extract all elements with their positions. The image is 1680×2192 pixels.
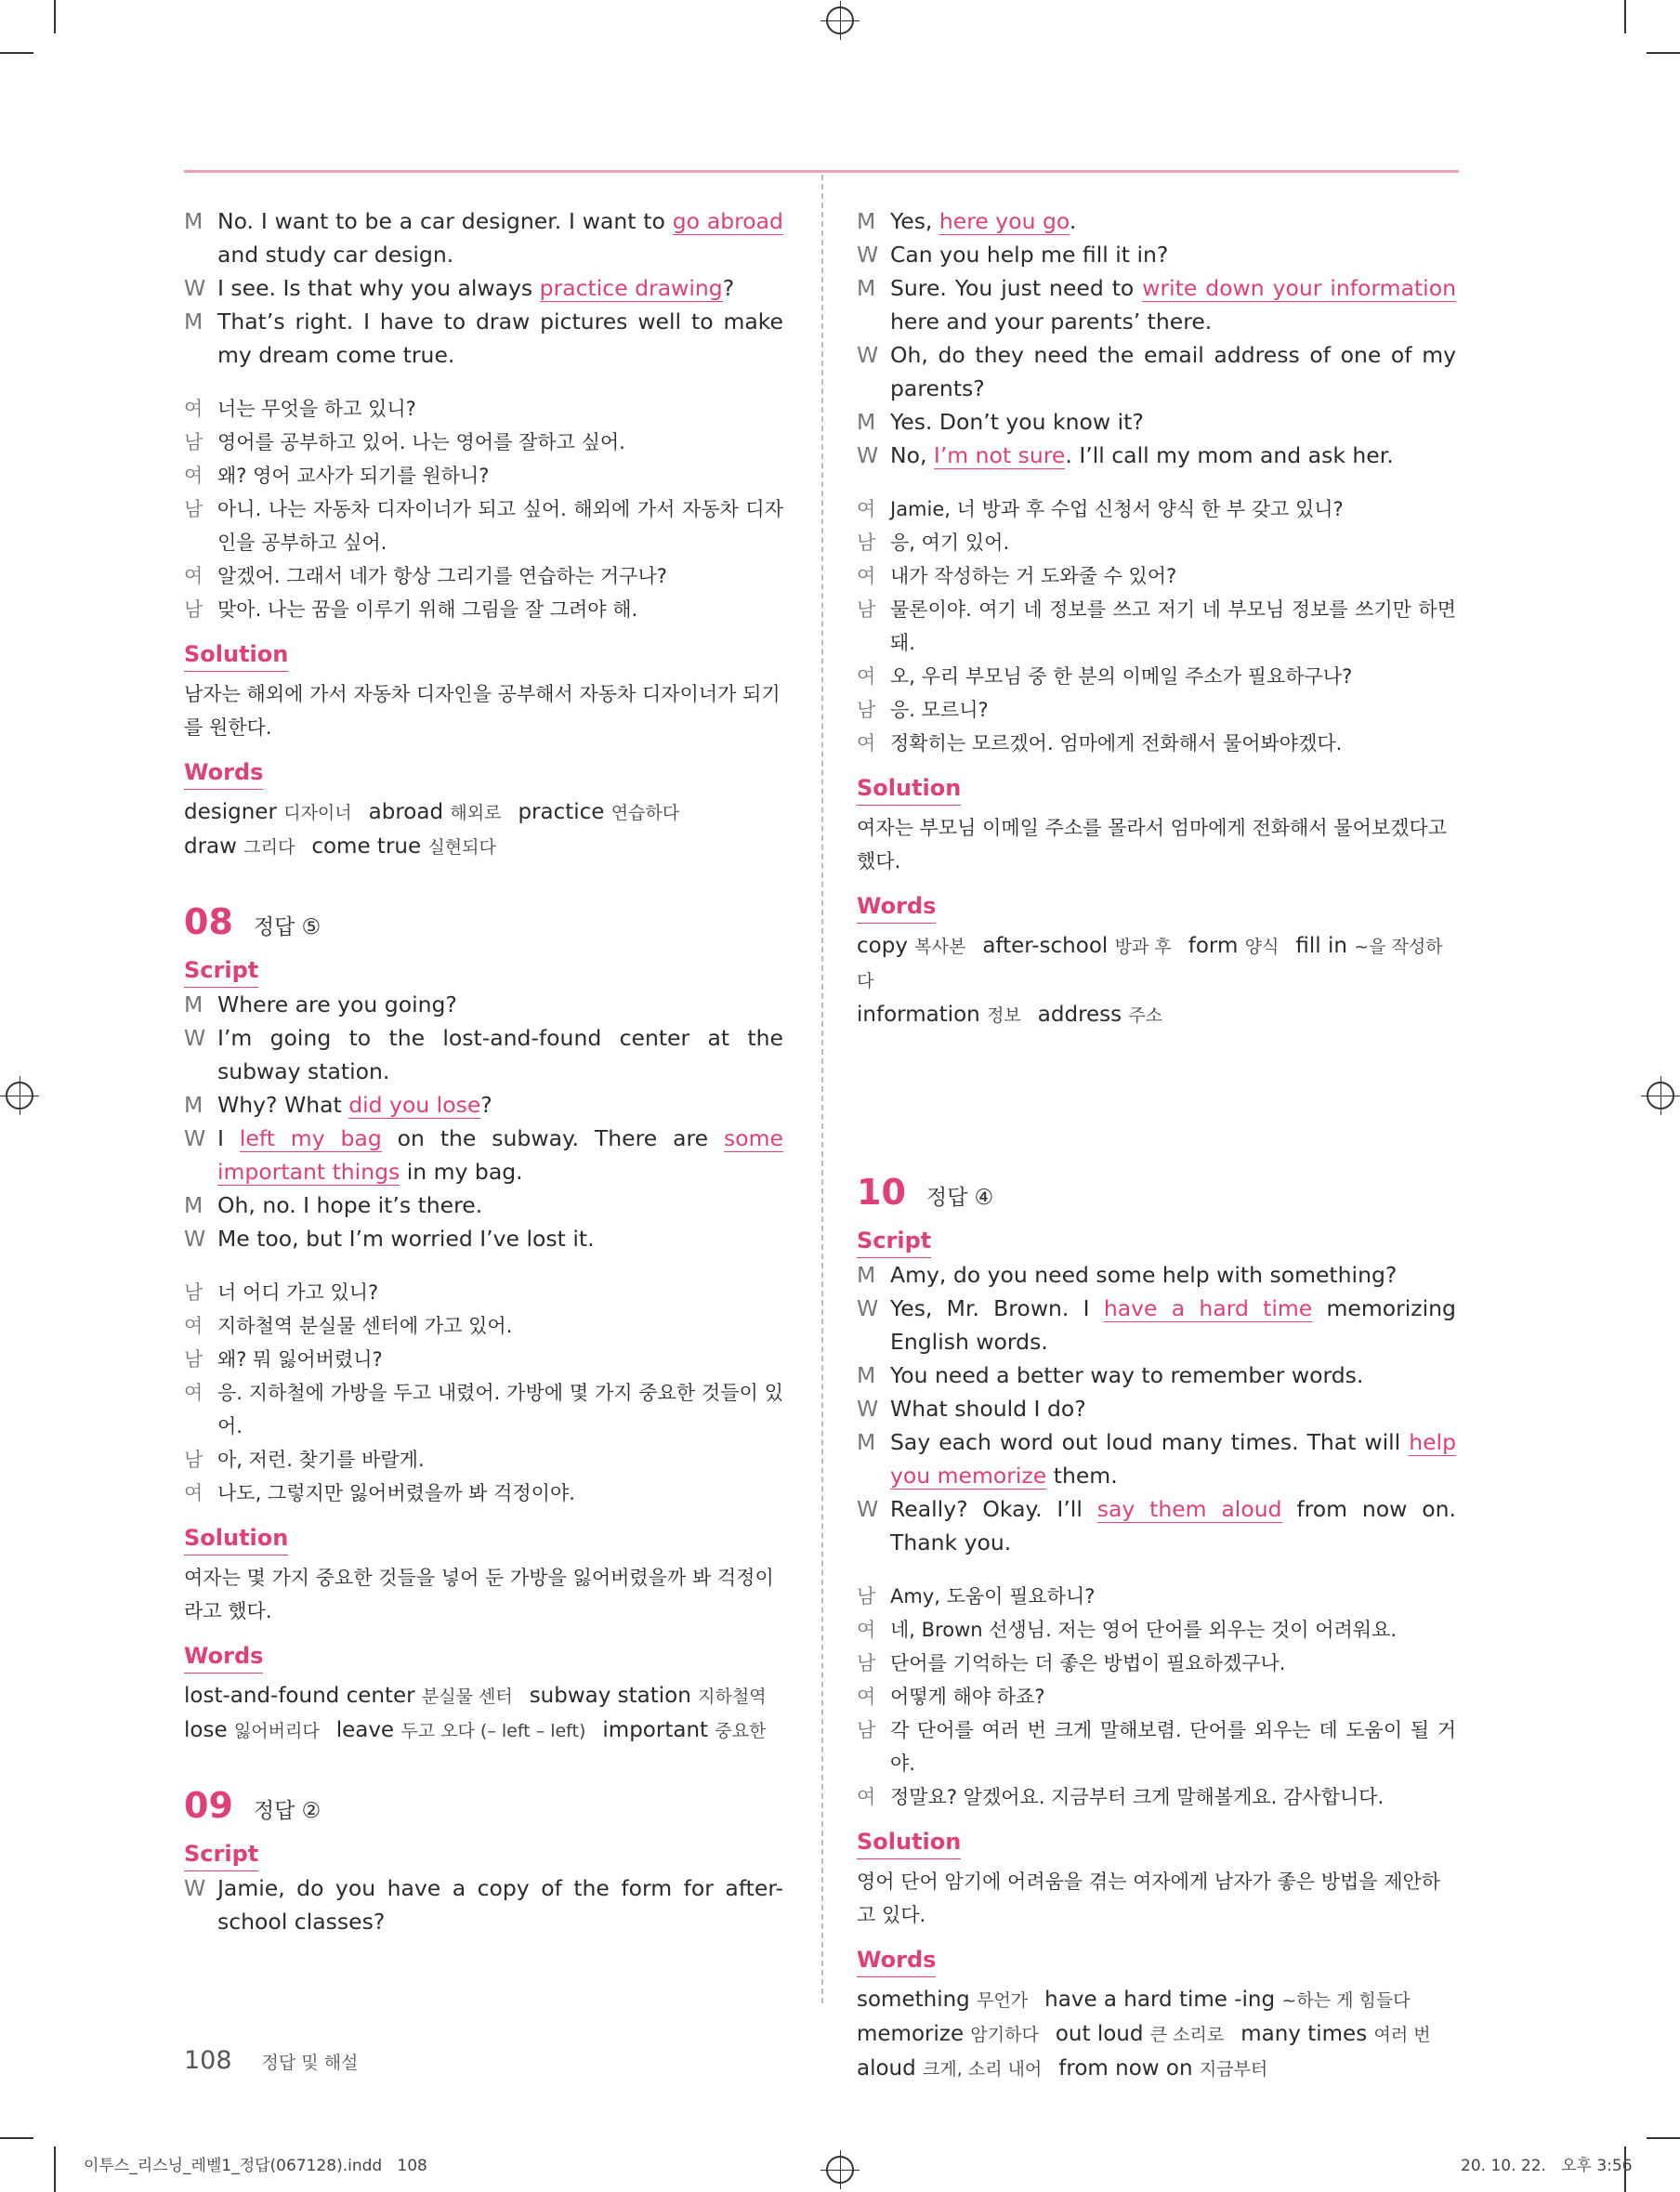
word-english: information <box>857 1003 988 1027</box>
word-english: draw <box>184 834 244 859</box>
script-label: Script <box>184 1837 258 1871</box>
text-run: Yes. Don’t you know it? <box>890 409 1144 435</box>
highlighted-phrase: did you lose <box>348 1092 481 1118</box>
line-text <box>890 238 1456 271</box>
word-english: form <box>1188 934 1245 958</box>
page-footer <box>184 2046 358 2075</box>
word-korean: 여러 번 <box>1373 2025 1431 2045</box>
dialogue-korean <box>857 1580 1456 1814</box>
speaker-label: W <box>184 1875 206 1901</box>
text-run: I’m going to the lost-and-found center at the subway station. <box>217 1025 783 1084</box>
word-list <box>184 1679 783 1748</box>
registration-mark-icon <box>826 2156 854 2184</box>
speaker-label: 남 <box>857 699 876 721</box>
word-english: practice <box>518 800 611 824</box>
speaker-label: 남 <box>857 1719 876 1741</box>
dialogue-english <box>857 204 1456 472</box>
line-text <box>217 1021 783 1088</box>
speaker-label: W <box>857 1295 879 1321</box>
speaker-label: 여 <box>184 1315 203 1337</box>
highlighted-phrase: go abroad <box>672 208 783 234</box>
text-run: and study car design. <box>217 242 454 268</box>
word-korean: 해외로 <box>450 803 502 823</box>
words-label: Words <box>184 1639 263 1674</box>
speaker-label: 여 <box>184 1482 203 1504</box>
dialogue-line <box>184 271 783 305</box>
dialogue-line <box>857 1425 1456 1492</box>
speaker-label: W <box>184 1025 206 1051</box>
line-text: 각 단어를 여러 번 크게 말해보렴. 단어를 외우는 데 도움이 될 거야. <box>890 1719 1456 1775</box>
speaker-label: M <box>184 1192 203 1218</box>
speaker-label: W <box>184 1226 206 1252</box>
word-list <box>184 795 783 864</box>
dialogue-line <box>184 305 783 372</box>
highlighted-phrase: have a hard time <box>1103 1295 1313 1321</box>
speaker-label: M <box>184 1092 203 1118</box>
question-number: 09 <box>184 1785 233 1826</box>
translation-line <box>857 526 1456 559</box>
dialogue-line <box>857 1392 1456 1425</box>
script-label: Script <box>184 953 258 988</box>
highlighted-phrase: practice drawing <box>539 275 723 301</box>
words-label: Words <box>184 755 263 790</box>
line-text: 정말요? 알겠어요. 지금부터 크게 말해볼게요. 감사합니다. <box>890 1786 1385 1808</box>
speaker-label: 남 <box>857 1652 876 1674</box>
line-text: 응. 모르니? <box>890 699 989 721</box>
dialogue-line <box>184 1222 783 1255</box>
answer-label: 정답 ② <box>253 1799 322 1823</box>
line-text <box>217 1188 783 1222</box>
word-korean: 크게, 소리 내어 <box>923 2059 1043 2080</box>
word-row <box>184 1679 783 1713</box>
text-run: on the subway. There are <box>381 1125 725 1151</box>
speaker-label: M <box>184 991 203 1017</box>
dialogue-line <box>857 204 1456 238</box>
word-english: after-school <box>982 934 1115 958</box>
speaker-label: M <box>857 1362 876 1388</box>
crop-mark <box>1624 0 1626 33</box>
speaker-label: W <box>857 242 879 268</box>
registration-mark-icon <box>826 7 854 34</box>
word-korean: ~을 작성하다 <box>857 937 1443 991</box>
word-list <box>857 1983 1456 2086</box>
text-run: Me too, but I’m worried I’ve lost it. <box>217 1226 595 1252</box>
word-list <box>857 929 1456 1032</box>
line-text <box>217 1871 783 1938</box>
word-korean: ~하는 게 힘들다 <box>1281 1990 1411 2011</box>
words-label: Words <box>857 1943 936 1977</box>
speaker-label: M <box>857 1262 876 1288</box>
dialogue-korean <box>184 1276 783 1510</box>
word-row <box>184 830 783 864</box>
word-english: lost-and-found center <box>184 1684 422 1708</box>
translation-line <box>857 1713 1456 1780</box>
word-english: designer <box>184 800 284 824</box>
dialogue-line <box>857 1359 1456 1392</box>
speaker-label: 남 <box>184 598 203 621</box>
text-run: Oh, do they need the email address of one of my parents? <box>890 342 1456 401</box>
word-korean: 두고 오다 (– left – left) <box>400 1721 586 1741</box>
line-text <box>890 204 1456 238</box>
highlighted-phrase: left my bag <box>239 1125 382 1151</box>
line-text <box>890 1492 1456 1559</box>
speaker-label: M <box>857 275 876 301</box>
speaker-label: 여 <box>184 1382 203 1404</box>
question-number: 10 <box>857 1172 906 1213</box>
answer-label: 정답 ⑤ <box>253 915 322 939</box>
text-run: What should I do? <box>890 1396 1086 1422</box>
solution-label: Solution <box>857 771 961 806</box>
text-run: Say each word out loud many times. That will <box>890 1429 1410 1455</box>
dialogue-line <box>857 439 1456 472</box>
word-english: important <box>602 1718 715 1742</box>
word-korean: 지금부터 <box>1199 2059 1268 2080</box>
translation-line <box>184 1376 783 1443</box>
question-header <box>184 1785 783 1826</box>
highlighted-phrase: write down your information <box>1142 275 1456 301</box>
word-row <box>857 2017 1456 2052</box>
line-text: Amy, 도움이 필요하니? <box>890 1585 1096 1608</box>
translation-line <box>184 1309 783 1343</box>
crop-mark <box>0 52 33 54</box>
translation-line <box>857 660 1456 693</box>
line-text <box>890 439 1456 472</box>
word-english: aloud <box>857 2056 924 2080</box>
word-english: subway station <box>529 1684 699 1708</box>
line-text: 정확히는 모르겠어. 엄마에게 전화해서 물어봐야겠다. <box>890 732 1343 755</box>
translation-line <box>184 492 783 559</box>
line-text <box>890 1392 1456 1425</box>
speaker-label: M <box>857 208 876 234</box>
line-text <box>890 271 1456 338</box>
dialogue-english <box>184 1871 783 1938</box>
text-run: That’s right. I have to draw pictures well to make my dream come true. <box>217 308 783 368</box>
word-korean: 지하철역 <box>698 1687 767 1707</box>
dialogue-line <box>857 338 1456 405</box>
text-run: ? <box>722 275 735 301</box>
line-text <box>217 1222 783 1255</box>
crop-mark <box>54 2146 56 2192</box>
word-row <box>857 1983 1456 2017</box>
line-text <box>890 1425 1456 1492</box>
column-divider <box>821 175 823 2003</box>
word-english: something <box>857 1988 978 2012</box>
file-info: 이투스_리스닝_레벨1_정답(067128).indd 108 <box>84 2157 427 2175</box>
translation-line <box>184 1276 783 1309</box>
speaker-label: M <box>184 208 203 234</box>
question-number: 08 <box>184 901 233 942</box>
line-text <box>890 1359 1456 1392</box>
text-run: Can you help me fill it in? <box>890 242 1169 268</box>
highlighted-phrase: help you memorize <box>890 1429 1456 1489</box>
dialogue-line <box>184 1021 783 1088</box>
text-run: No. I want to be a car designer. I want to <box>217 208 673 234</box>
line-text: 왜? 뭐 잃어버렸니? <box>217 1348 383 1371</box>
word-english: leave <box>335 1718 401 1742</box>
text-run: Oh, no. I hope it’s there. <box>217 1192 483 1218</box>
text-run: from now on. Thank you. <box>890 1496 1456 1555</box>
text-run: . I’ll call my mom and ask her. <box>1065 442 1394 468</box>
text-run: I see. Is that why you always <box>217 275 540 301</box>
word-row <box>857 2052 1456 2086</box>
speaker-label: W <box>857 1496 879 1522</box>
text-run: . <box>1069 208 1077 234</box>
word-korean: 분실물 센터 <box>421 1687 513 1707</box>
line-text: 왜? 영어 교사가 되기를 원하니? <box>217 465 490 487</box>
question-header <box>857 1172 1456 1213</box>
dialogue-korean <box>857 492 1456 760</box>
line-text <box>217 271 783 305</box>
speaker-label: 여 <box>184 465 203 487</box>
translation-line <box>857 1613 1456 1647</box>
word-korean: 연습하다 <box>610 803 680 823</box>
word-english: fill in <box>1295 934 1355 958</box>
solution-label: Solution <box>184 1521 288 1555</box>
dialogue-line <box>184 1088 783 1122</box>
text-run: memorizing English words. <box>890 1295 1456 1355</box>
line-text <box>217 305 783 372</box>
translation-line <box>184 426 783 459</box>
speaker-label: 여 <box>857 565 876 587</box>
line-text <box>890 1258 1456 1292</box>
line-text <box>217 1122 783 1188</box>
translation-line <box>857 1680 1456 1713</box>
translation-line <box>857 1580 1456 1613</box>
left-column <box>184 204 783 1938</box>
word-row <box>857 998 1456 1032</box>
words-label: Words <box>857 889 936 924</box>
word-english: abroad <box>368 800 451 824</box>
word-english: memorize <box>857 2022 971 2046</box>
speaker-label: 남 <box>857 1585 876 1608</box>
dialogue-line <box>857 1292 1456 1359</box>
word-korean: 디자이너 <box>283 803 352 823</box>
script-label: Script <box>857 1224 931 1258</box>
speaker-label: M <box>857 409 876 435</box>
translation-line <box>184 392 783 426</box>
translation-line <box>857 1780 1456 1814</box>
speaker-label: 여 <box>857 665 876 688</box>
translation-line <box>857 559 1456 593</box>
speaker-label: 남 <box>857 598 876 621</box>
speaker-label: 남 <box>184 1348 203 1371</box>
line-text: 응. 지하철에 가방을 두고 내렸어. 가방에 몇 가지 중요한 것들이 있어. <box>217 1382 783 1437</box>
translation-line <box>857 593 1456 660</box>
translation-line <box>184 593 783 626</box>
line-text <box>890 405 1456 439</box>
text-run: Jamie, do you have a copy of the form for after-school classes? <box>217 1875 783 1935</box>
text-run: Yes, Mr. Brown. I <box>890 1295 1104 1321</box>
question-header <box>184 901 783 942</box>
word-english: out loud <box>1055 2022 1150 2046</box>
speaker-label: W <box>184 1125 206 1151</box>
speaker-label: 남 <box>184 1449 203 1471</box>
word-english: have a hard time -ing <box>1044 1988 1282 2012</box>
word-korean: 무언가 <box>977 1990 1029 2011</box>
solution-text: 여자는 몇 가지 중요한 것들을 넣어 둔 가방을 잃어버렸을까 봐 걱정이라고 했다. <box>184 1567 774 1622</box>
speaker-label: 여 <box>857 498 876 520</box>
speaker-label: 여 <box>857 1786 876 1808</box>
dialogue-line <box>857 238 1456 271</box>
registration-mark-icon <box>1647 1082 1674 1109</box>
speaker-label: 여 <box>857 732 876 755</box>
text-run: here and your parents’ there. <box>890 308 1213 335</box>
page-number: 108 <box>184 2046 232 2075</box>
line-text: 네, Brown 선생님. 저는 영어 단어를 외우는 것이 어려워요. <box>890 1619 1398 1641</box>
word-korean: 주소 <box>1128 1005 1163 1026</box>
footer-section: 정답 및 해설 <box>261 2053 359 2073</box>
speaker-label: 남 <box>184 431 203 453</box>
answer-label: 정답 ④ <box>925 1186 994 1210</box>
text-run: them. <box>1046 1463 1118 1489</box>
line-text: 물론이야. 여기 네 정보를 쓰고 저기 네 부모님 정보를 쓰기만 하면 돼. <box>890 598 1456 654</box>
text-run: Amy, do you need some help with something? <box>890 1262 1398 1288</box>
speaker-label: W <box>857 342 879 368</box>
text-run: You need a better way to remember words. <box>890 1362 1364 1388</box>
word-korean: 잃어버리다 <box>233 1721 320 1741</box>
dialogue-line <box>184 204 783 271</box>
line-text: 너는 무엇을 하고 있니? <box>217 398 416 420</box>
line-text: 너 어디 가고 있니? <box>217 1281 379 1304</box>
word-row <box>184 795 783 830</box>
translation-line <box>857 693 1456 727</box>
translation-line <box>857 492 1456 526</box>
solution-text: 남자는 해외에 가서 자동차 디자인을 공부해서 자동차 디자이너가 되기를 원한다. <box>184 683 781 739</box>
speaker-label: 남 <box>184 498 203 520</box>
dialogue-english <box>857 1258 1456 1559</box>
registration-mark-icon <box>6 1082 33 1109</box>
line-text <box>890 1292 1456 1359</box>
word-row <box>857 929 1456 998</box>
crop-mark <box>54 0 56 33</box>
speaker-label: 여 <box>184 565 203 587</box>
highlighted-phrase: say them aloud <box>1096 1496 1282 1522</box>
solution-text: 영어 단어 암기에 어려움을 겪는 여자에게 남자가 좋은 방법을 제안하고 있다. <box>857 1870 1441 1926</box>
highlighted-phrase: here you go <box>938 208 1070 234</box>
solution-label: Solution <box>857 1825 961 1859</box>
word-row <box>184 1713 783 1748</box>
line-text: Jamie, 너 방과 후 수업 신청서 양식 한 부 갖고 있니? <box>890 498 1344 520</box>
dialogue-line <box>184 1122 783 1188</box>
speaker-label: 남 <box>857 532 876 554</box>
translation-line <box>184 1477 783 1510</box>
text-run: Why? What <box>217 1092 349 1118</box>
dialogue-line <box>184 988 783 1021</box>
line-text: 내가 작성하는 거 도와줄 수 있어? <box>890 565 1177 587</box>
text-run: Yes, <box>890 208 939 234</box>
line-text: 맞아. 나는 꿈을 이루기 위해 그림을 잘 그려야 해. <box>217 598 638 621</box>
crop-mark <box>0 2137 33 2139</box>
dialogue-english <box>184 988 783 1255</box>
speaker-label: 여 <box>857 1686 876 1708</box>
dialogue-line <box>857 1492 1456 1559</box>
translation-line <box>184 1343 783 1376</box>
line-text: 알겠어. 그래서 네가 항상 그리기를 연습하는 거구나? <box>217 565 667 587</box>
speaker-label: M <box>184 308 203 335</box>
dialogue-english <box>184 204 783 372</box>
highlighted-phrase: some important things <box>217 1125 783 1185</box>
word-english: from now on <box>1058 2056 1200 2080</box>
word-korean: 복사본 <box>914 937 966 957</box>
dialogue-line <box>184 1188 783 1222</box>
word-korean: 정보 <box>987 1005 1021 1026</box>
solution-label: Solution <box>184 637 288 672</box>
line-text <box>890 338 1456 405</box>
translation-line <box>184 1443 783 1477</box>
speaker-label: W <box>857 1396 879 1422</box>
crop-mark <box>1647 2137 1680 2139</box>
translation-line <box>184 559 783 593</box>
word-english: address <box>1037 1003 1129 1027</box>
line-text: 어떻게 해야 하죠? <box>890 1686 1045 1708</box>
word-korean: 암기하다 <box>970 2025 1039 2045</box>
word-korean: 방과 후 <box>1114 937 1172 957</box>
header-rule <box>184 170 1459 173</box>
word-korean: 양식 <box>1244 937 1280 957</box>
word-korean: 큰 소리로 <box>1149 2025 1225 2045</box>
solution-text: 여자는 부모님 이메일 주소를 몰라서 엄마에게 전화해서 물어보겠다고 했다. <box>857 817 1448 873</box>
dialogue-line <box>857 405 1456 439</box>
crop-mark <box>1647 52 1680 54</box>
line-text <box>217 1088 783 1122</box>
right-column <box>857 204 1456 2086</box>
speaker-label: 여 <box>184 398 203 420</box>
word-korean: 실현되다 <box>427 837 496 858</box>
dialogue-line <box>857 1258 1456 1292</box>
word-english: come true <box>311 834 428 859</box>
translation-line <box>184 459 783 492</box>
speaker-label: W <box>184 275 206 301</box>
text-run: Where are you going? <box>217 991 457 1017</box>
text-run: Sure. You just need to <box>890 275 1143 301</box>
line-text: 응, 여기 있어. <box>890 532 1010 554</box>
translation-line <box>857 1647 1456 1680</box>
line-text <box>217 988 783 1021</box>
speaker-label: W <box>857 442 879 468</box>
translation-line <box>857 727 1456 760</box>
highlighted-phrase: I’m not sure <box>933 442 1066 468</box>
word-english: many times <box>1240 2022 1374 2046</box>
word-english: lose <box>184 1718 234 1742</box>
timestamp: 20. 10. 22. 오후 3:56 <box>1461 2157 1633 2175</box>
line-text: 지하철역 분실물 센터에 가고 있어. <box>217 1315 513 1337</box>
text-run: No, <box>890 442 934 468</box>
speaker-label: 여 <box>857 1619 876 1641</box>
dialogue-korean <box>184 392 783 626</box>
line-text: 나도, 그렇지만 잃어버렸을까 봐 걱정이야. <box>217 1482 575 1504</box>
text-run: in my bag. <box>400 1159 523 1185</box>
speaker-label: 남 <box>184 1281 203 1304</box>
dialogue-line <box>184 1871 783 1938</box>
word-korean: 중요한 <box>715 1721 767 1741</box>
word-english: copy <box>857 934 915 958</box>
line-text: 오, 우리 부모님 중 한 분의 이메일 주소가 필요하구나? <box>890 665 1353 688</box>
text-run: I <box>217 1125 240 1151</box>
line-text: 단어를 기억하는 더 좋은 방법이 필요하겠구나. <box>890 1652 1286 1674</box>
text-run: ? <box>480 1092 492 1118</box>
line-text: 아니. 나는 자동차 디자이너가 되고 싶어. 해외에 가서 자동차 디자인을 공부하고 싶어. <box>217 498 783 554</box>
line-text <box>217 204 783 271</box>
speaker-label: M <box>857 1429 876 1455</box>
text-run: Really? Okay. I’ll <box>890 1496 1097 1522</box>
word-korean: 그리다 <box>243 837 295 858</box>
line-text: 아, 저런. 찾기를 바랄게. <box>217 1449 425 1471</box>
line-text: 영어를 공부하고 있어. 나는 영어를 잘하고 싶어. <box>217 431 625 453</box>
dialogue-line <box>857 271 1456 338</box>
